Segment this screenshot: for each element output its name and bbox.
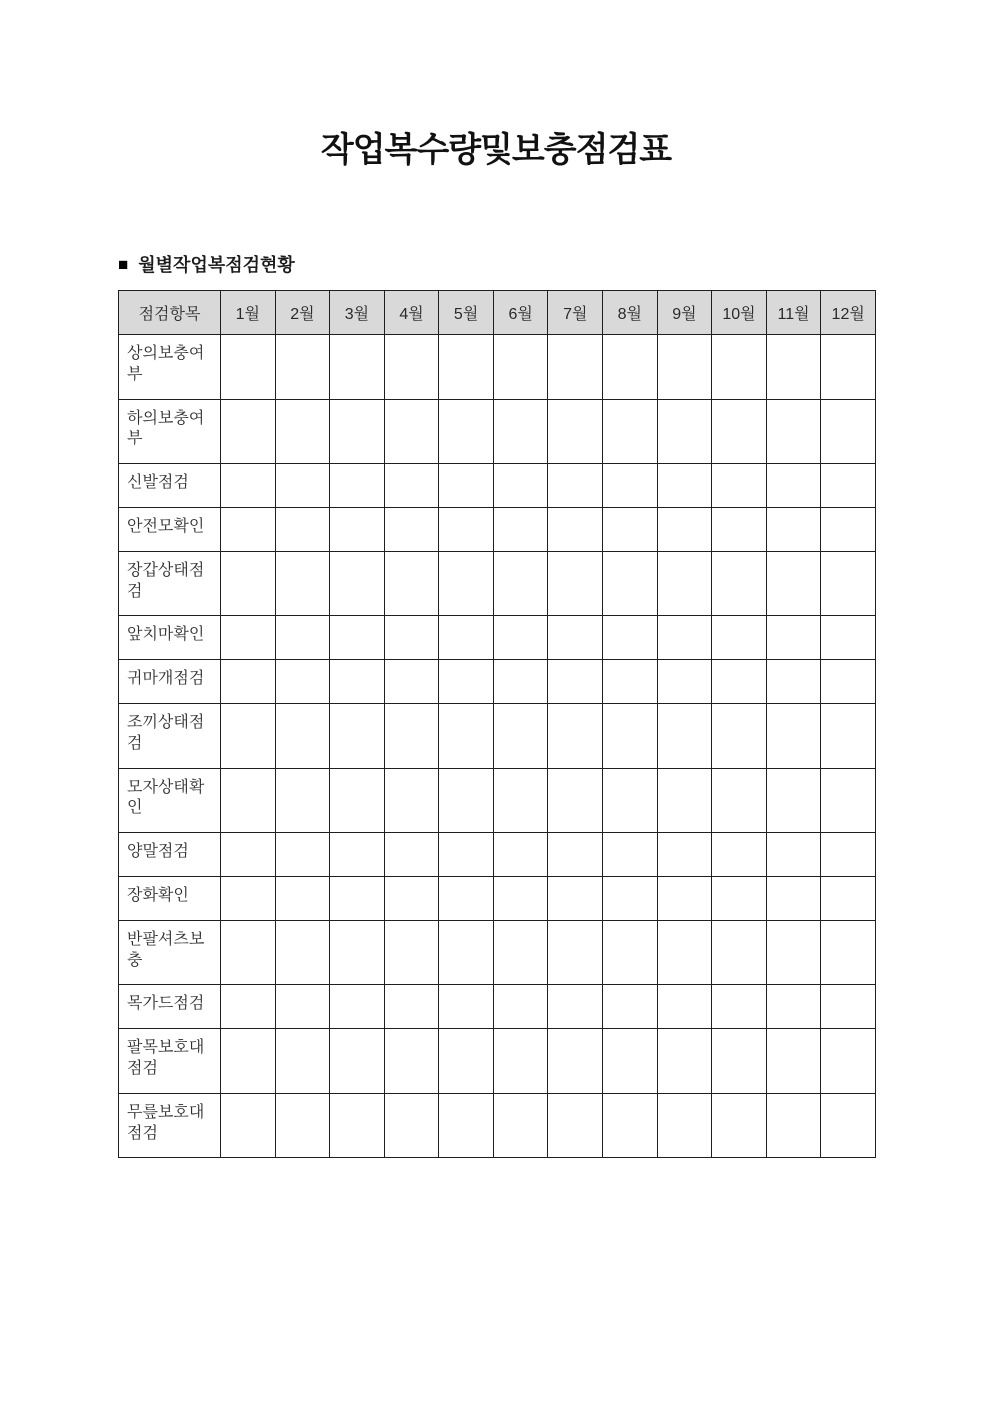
month-cell xyxy=(712,920,767,985)
month-cell xyxy=(439,985,494,1029)
month-cell xyxy=(439,616,494,660)
month-cell xyxy=(657,985,712,1029)
table-row xyxy=(119,660,876,704)
month-cell xyxy=(548,616,603,660)
month-cell xyxy=(439,551,494,616)
month-cell xyxy=(221,1093,276,1158)
table-row xyxy=(119,703,876,768)
month-cell xyxy=(766,985,821,1029)
month-cell xyxy=(821,507,876,551)
month-cell xyxy=(766,703,821,768)
month-cell xyxy=(712,507,767,551)
month-cell xyxy=(712,616,767,660)
column-header-month: 12월 xyxy=(821,291,876,335)
table-row xyxy=(119,464,876,508)
month-cell xyxy=(439,399,494,464)
table-row xyxy=(119,1093,876,1158)
month-cell xyxy=(548,399,603,464)
month-cell xyxy=(766,507,821,551)
month-cell xyxy=(821,985,876,1029)
month-cell xyxy=(766,551,821,616)
month-cell xyxy=(548,507,603,551)
month-cell xyxy=(275,551,330,616)
table-header-row xyxy=(119,291,876,335)
column-header-month: 6월 xyxy=(493,291,548,335)
month-cell xyxy=(603,551,658,616)
table-row xyxy=(119,507,876,551)
month-cell xyxy=(821,1093,876,1158)
month-cell xyxy=(330,399,385,464)
month-cell xyxy=(439,335,494,400)
month-cell xyxy=(384,464,439,508)
month-cell xyxy=(766,660,821,704)
month-cell xyxy=(657,660,712,704)
month-cell xyxy=(275,985,330,1029)
month-cell xyxy=(330,616,385,660)
month-cell xyxy=(712,703,767,768)
row-label: 양말점검 xyxy=(119,833,221,877)
month-cell xyxy=(657,1093,712,1158)
month-cell xyxy=(221,660,276,704)
month-cell xyxy=(330,551,385,616)
month-cell xyxy=(330,920,385,985)
month-cell xyxy=(439,920,494,985)
month-cell xyxy=(330,1093,385,1158)
month-cell xyxy=(821,833,876,877)
month-cell xyxy=(221,768,276,833)
month-cell xyxy=(548,985,603,1029)
month-cell xyxy=(384,1093,439,1158)
month-cell xyxy=(548,660,603,704)
monthly-check-table xyxy=(118,290,876,1158)
month-cell xyxy=(384,768,439,833)
column-header-month: 11월 xyxy=(766,291,821,335)
month-cell xyxy=(221,703,276,768)
month-cell xyxy=(330,335,385,400)
column-header-month: 7월 xyxy=(548,291,603,335)
column-header-item: 점검항목 xyxy=(119,291,221,335)
month-cell xyxy=(548,551,603,616)
column-header-month: 8월 xyxy=(603,291,658,335)
month-cell xyxy=(657,768,712,833)
month-cell xyxy=(221,833,276,877)
month-cell xyxy=(439,1029,494,1094)
month-cell xyxy=(439,876,494,920)
month-cell xyxy=(821,335,876,400)
month-cell xyxy=(493,876,548,920)
month-cell xyxy=(657,876,712,920)
table-row xyxy=(119,920,876,985)
table-row xyxy=(119,985,876,1029)
row-label: 장화확인 xyxy=(119,876,221,920)
month-cell xyxy=(330,507,385,551)
month-cell xyxy=(712,1093,767,1158)
row-label: 상의보충여부 xyxy=(119,335,221,400)
month-cell xyxy=(603,660,658,704)
month-cell xyxy=(712,1029,767,1094)
month-cell xyxy=(493,399,548,464)
month-cell xyxy=(275,703,330,768)
month-cell xyxy=(548,833,603,877)
month-cell xyxy=(548,1093,603,1158)
square-bullet-icon: ■ xyxy=(118,254,129,274)
row-label: 목가드점검 xyxy=(119,985,221,1029)
month-cell xyxy=(712,464,767,508)
month-cell xyxy=(439,833,494,877)
month-cell xyxy=(493,833,548,877)
month-cell xyxy=(221,399,276,464)
month-cell xyxy=(766,768,821,833)
month-cell xyxy=(493,464,548,508)
column-header-month: 5월 xyxy=(439,291,494,335)
month-cell xyxy=(657,616,712,660)
month-cell xyxy=(766,616,821,660)
month-cell xyxy=(384,399,439,464)
month-cell xyxy=(548,876,603,920)
month-cell xyxy=(384,1029,439,1094)
row-label: 안전모확인 xyxy=(119,507,221,551)
month-cell xyxy=(766,1093,821,1158)
month-cell xyxy=(275,768,330,833)
month-cell xyxy=(439,768,494,833)
month-cell xyxy=(330,985,385,1029)
month-cell xyxy=(330,768,385,833)
month-cell xyxy=(766,920,821,985)
month-cell xyxy=(821,551,876,616)
table-row xyxy=(119,399,876,464)
month-cell xyxy=(603,876,658,920)
table-row xyxy=(119,833,876,877)
month-cell xyxy=(330,703,385,768)
month-cell xyxy=(603,1029,658,1094)
month-cell xyxy=(384,660,439,704)
month-cell xyxy=(221,985,276,1029)
month-cell xyxy=(821,768,876,833)
month-cell xyxy=(275,335,330,400)
month-cell xyxy=(493,507,548,551)
month-cell xyxy=(657,335,712,400)
month-cell xyxy=(275,616,330,660)
month-cell xyxy=(493,616,548,660)
column-header-month: 3월 xyxy=(330,291,385,335)
month-cell xyxy=(712,833,767,877)
month-cell xyxy=(712,551,767,616)
month-cell xyxy=(275,660,330,704)
month-cell xyxy=(603,1093,658,1158)
month-cell xyxy=(221,507,276,551)
month-cell xyxy=(548,768,603,833)
month-cell xyxy=(712,768,767,833)
row-label: 모자상태확인 xyxy=(119,768,221,833)
month-cell xyxy=(384,703,439,768)
row-label: 신발점검 xyxy=(119,464,221,508)
month-cell xyxy=(603,399,658,464)
section-heading xyxy=(118,251,295,277)
month-cell xyxy=(275,464,330,508)
row-label: 앞치마확인 xyxy=(119,616,221,660)
section-title: 월별작업복점검현황 xyxy=(138,255,295,275)
month-cell xyxy=(384,551,439,616)
month-cell xyxy=(221,1029,276,1094)
month-cell xyxy=(221,920,276,985)
month-cell xyxy=(384,920,439,985)
month-cell xyxy=(657,507,712,551)
month-cell xyxy=(821,660,876,704)
month-cell xyxy=(657,833,712,877)
month-cell xyxy=(275,1093,330,1158)
row-label: 반팔셔츠보충 xyxy=(119,920,221,985)
month-cell xyxy=(657,464,712,508)
month-cell xyxy=(657,551,712,616)
month-cell xyxy=(493,703,548,768)
month-cell xyxy=(603,985,658,1029)
month-cell xyxy=(821,616,876,660)
month-cell xyxy=(275,399,330,464)
month-cell xyxy=(603,464,658,508)
month-cell xyxy=(712,399,767,464)
month-cell xyxy=(603,335,658,400)
column-header-month: 10월 xyxy=(712,291,767,335)
month-cell xyxy=(493,1093,548,1158)
month-cell xyxy=(712,985,767,1029)
month-cell xyxy=(603,616,658,660)
month-cell xyxy=(766,399,821,464)
month-cell xyxy=(766,464,821,508)
month-cell xyxy=(330,833,385,877)
month-cell xyxy=(548,335,603,400)
column-header-month: 2월 xyxy=(275,291,330,335)
month-cell xyxy=(603,833,658,877)
month-cell xyxy=(766,335,821,400)
month-cell xyxy=(439,660,494,704)
month-cell xyxy=(275,833,330,877)
month-cell xyxy=(439,464,494,508)
month-cell xyxy=(330,464,385,508)
month-cell xyxy=(821,703,876,768)
month-cell xyxy=(493,920,548,985)
month-cell xyxy=(657,1029,712,1094)
month-cell xyxy=(330,660,385,704)
month-cell xyxy=(439,507,494,551)
month-cell xyxy=(384,985,439,1029)
month-cell xyxy=(493,985,548,1029)
document-title: 작업복수량및보충점검표 xyxy=(320,131,672,169)
column-header-month: 9월 xyxy=(657,291,712,335)
month-cell xyxy=(221,551,276,616)
row-label: 귀마개점검 xyxy=(119,660,221,704)
month-cell xyxy=(221,464,276,508)
month-cell xyxy=(275,876,330,920)
month-cell xyxy=(330,1029,385,1094)
month-cell xyxy=(766,1029,821,1094)
month-cell xyxy=(657,703,712,768)
month-cell xyxy=(548,464,603,508)
month-cell xyxy=(330,876,385,920)
column-header-month: 1월 xyxy=(221,291,276,335)
month-cell xyxy=(548,703,603,768)
month-cell xyxy=(384,507,439,551)
month-cell xyxy=(657,399,712,464)
table-row xyxy=(119,335,876,400)
row-label: 무릎보호대점검 xyxy=(119,1093,221,1158)
month-cell xyxy=(766,876,821,920)
month-cell xyxy=(384,833,439,877)
month-cell xyxy=(821,920,876,985)
column-header-month: 4월 xyxy=(384,291,439,335)
month-cell xyxy=(384,616,439,660)
table-row xyxy=(119,1029,876,1094)
table-row xyxy=(119,768,876,833)
row-label: 팔목보호대점검 xyxy=(119,1029,221,1094)
month-cell xyxy=(384,876,439,920)
month-cell xyxy=(275,1029,330,1094)
table-row xyxy=(119,551,876,616)
month-cell xyxy=(221,876,276,920)
month-cell xyxy=(821,876,876,920)
month-cell xyxy=(493,551,548,616)
month-cell xyxy=(712,660,767,704)
month-cell xyxy=(712,335,767,400)
month-cell xyxy=(221,335,276,400)
row-label: 장갑상태점검 xyxy=(119,551,221,616)
month-cell xyxy=(493,1029,548,1094)
month-cell xyxy=(548,920,603,985)
row-label: 하의보충여부 xyxy=(119,399,221,464)
month-cell xyxy=(439,1093,494,1158)
table-row xyxy=(119,616,876,660)
month-cell xyxy=(221,616,276,660)
month-cell xyxy=(603,507,658,551)
month-cell xyxy=(493,335,548,400)
table-body xyxy=(119,335,876,1158)
month-cell xyxy=(384,335,439,400)
month-cell xyxy=(712,876,767,920)
month-cell xyxy=(766,833,821,877)
month-cell xyxy=(603,920,658,985)
row-label: 조끼상태점검 xyxy=(119,703,221,768)
month-cell xyxy=(548,1029,603,1094)
month-cell xyxy=(603,768,658,833)
month-cell xyxy=(493,768,548,833)
month-cell xyxy=(657,920,712,985)
month-cell xyxy=(493,660,548,704)
month-cell xyxy=(439,703,494,768)
month-cell xyxy=(821,464,876,508)
month-cell xyxy=(275,920,330,985)
month-cell xyxy=(821,399,876,464)
month-cell xyxy=(821,1029,876,1094)
month-cell xyxy=(603,703,658,768)
table-header xyxy=(119,291,876,335)
month-cell xyxy=(275,507,330,551)
table-row xyxy=(119,876,876,920)
